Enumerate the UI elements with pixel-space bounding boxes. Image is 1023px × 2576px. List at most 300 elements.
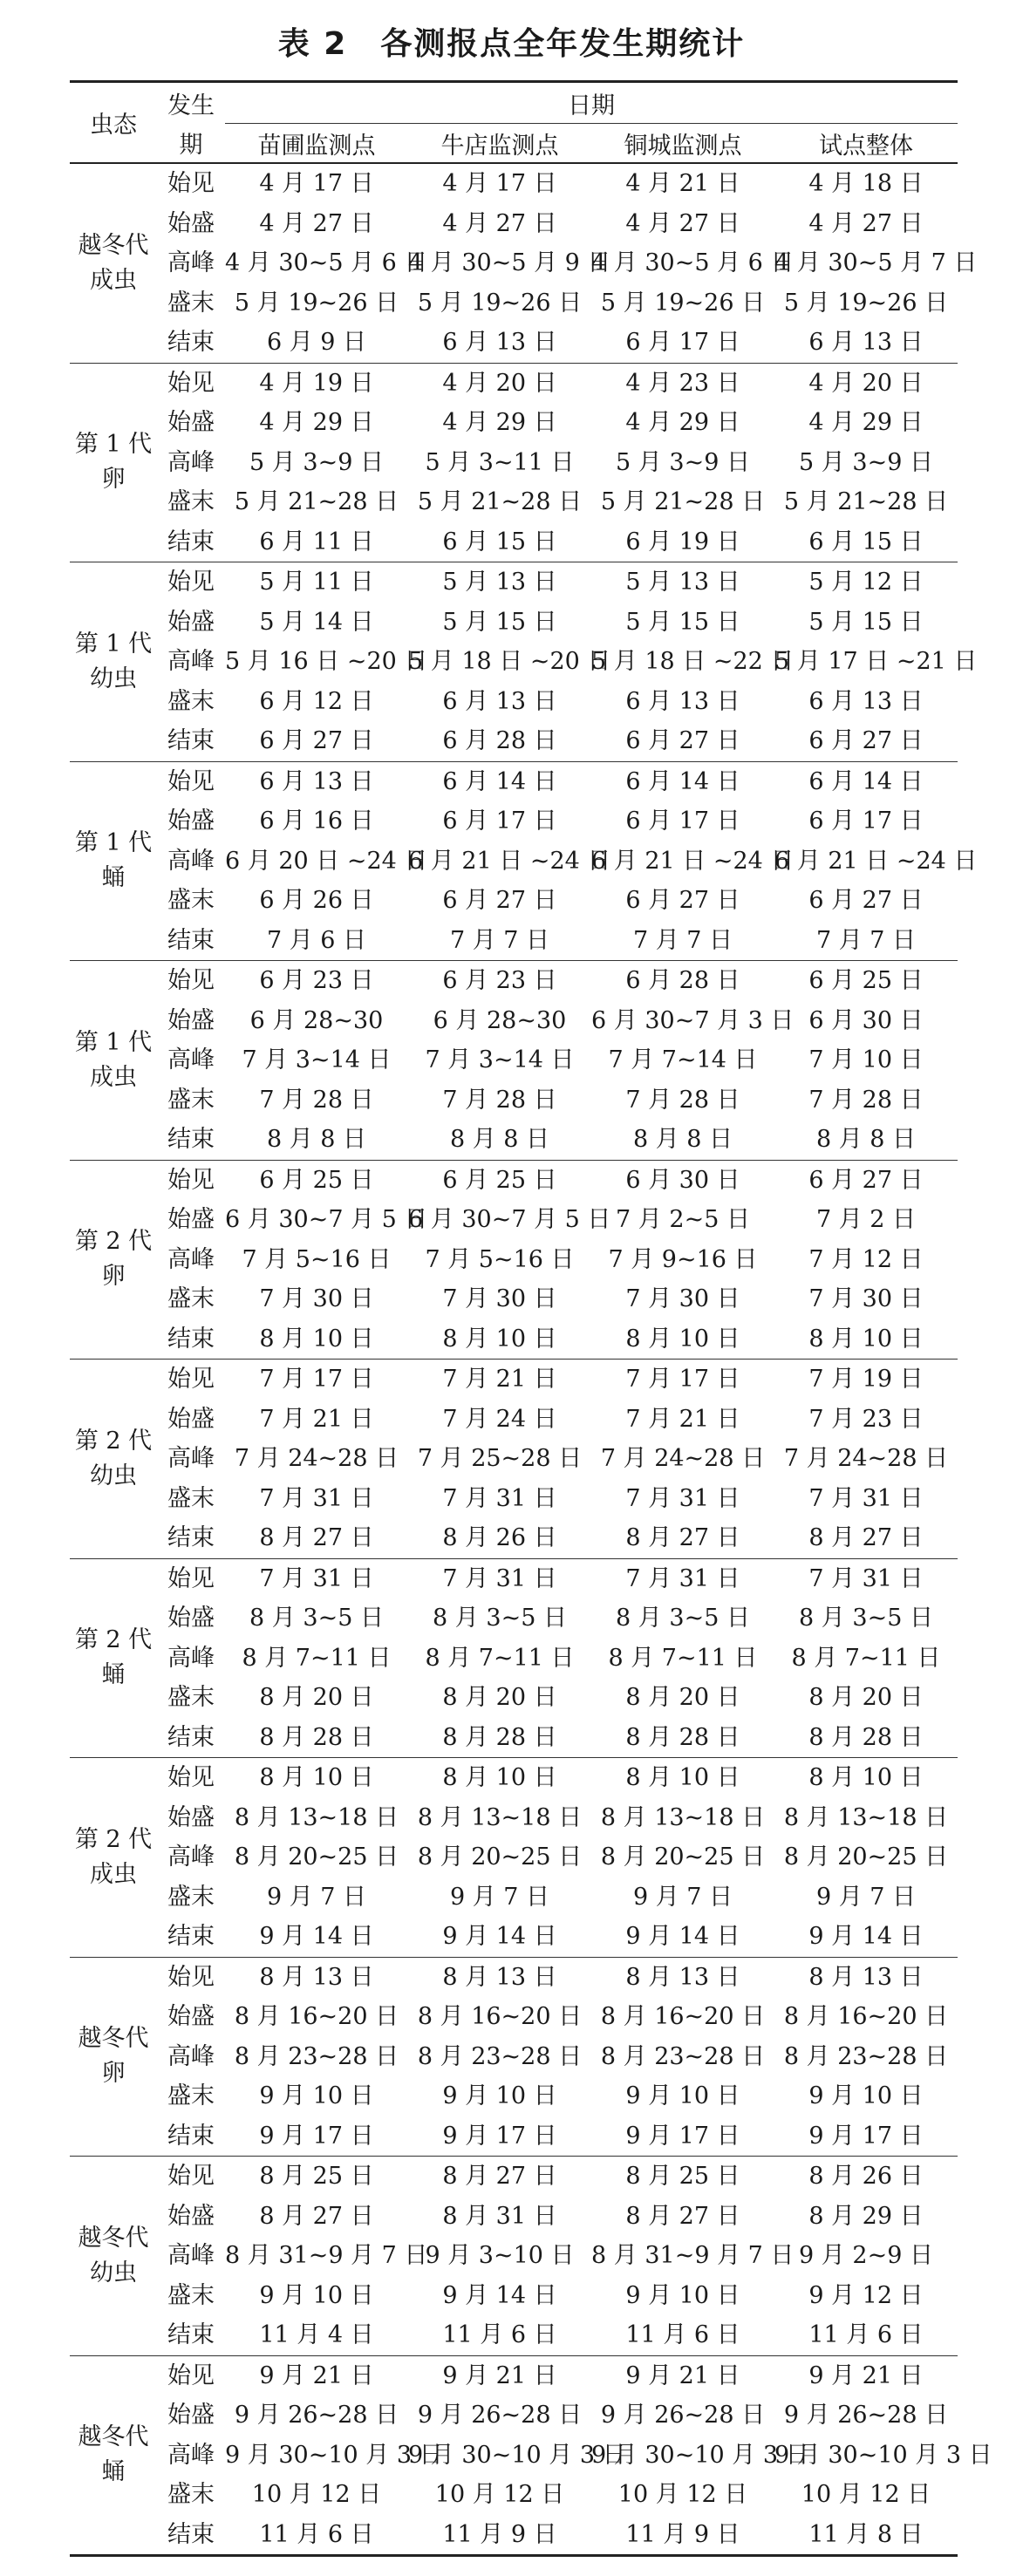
date-cell: 7 月 28 日 — [259, 1086, 374, 1114]
date-cell: 6 月 27 日 — [808, 887, 924, 914]
date-cell: 7 月 31 日 — [808, 1484, 924, 1512]
stage-cell — [70, 1360, 157, 1559]
table-row — [70, 2197, 958, 2237]
stage-label-line: 蛹 — [101, 1661, 126, 1689]
date-cell: 6 月 30 日 — [808, 1006, 924, 1034]
table-row — [70, 2116, 958, 2157]
table-row — [70, 1639, 958, 1679]
table-row — [70, 1957, 958, 1997]
date-cell: 7 月 28 日 — [442, 1086, 557, 1114]
phase-cell: 结束 — [157, 1718, 225, 1758]
phase-cell: 结束 — [157, 1319, 225, 1360]
phase-cell: 始见 — [167, 767, 215, 795]
header-stage: 虫态 — [70, 82, 157, 164]
date-cell: 9 月 14 日 — [225, 1917, 408, 1957]
date-cell: 6 月 9 日 — [225, 323, 408, 363]
date-cell: 7 月 25~28 日 — [417, 1445, 583, 1472]
date-cell: 4 月 23 日 — [625, 369, 740, 397]
date-cell: 11 月 6 日 — [225, 2515, 408, 2556]
stage-label-line: 幼虫 — [90, 2259, 137, 2286]
date-cell: 6 月 27 日 — [808, 1166, 924, 1194]
date-cell: 4 月 17 日 — [259, 170, 374, 197]
stage-cell — [70, 2355, 157, 2556]
date-cell: 8 月 10 日 — [442, 1764, 557, 1791]
phase-cell: 始见 — [167, 967, 215, 994]
date-cell: 6 月 13 日 — [408, 323, 591, 363]
date-cell: 4 月 21 日 — [625, 170, 740, 197]
date-cell: 8 月 16~20 日 — [417, 2003, 583, 2030]
date-cell: 8 月 26 日 — [808, 2163, 924, 2190]
phase-cell: 始见 — [167, 1963, 215, 1991]
stage-cell — [70, 1957, 157, 2157]
table-row — [70, 881, 958, 921]
date-cell: 8 月 23~28 日 — [783, 2042, 949, 2070]
stage-label-line: 幼虫 — [90, 664, 137, 692]
date-cell: 6 月 17 日 — [442, 808, 557, 835]
date-cell: 6 月 15 日 — [774, 522, 958, 562]
date-cell: 7 月 7~14 日 — [608, 1046, 758, 1073]
date-cell: 7 月 10 日 — [808, 1046, 924, 1073]
table-row — [70, 562, 958, 603]
table-row — [70, 2395, 958, 2436]
phase-cell: 结束 — [157, 1518, 225, 1558]
date-cell: 8 月 8 日 — [774, 1120, 958, 1160]
date-cell: 7 月 2~5 日 — [616, 1206, 750, 1233]
date-cell: 8 月 20~25 日 — [417, 1843, 583, 1871]
stage-label-line: 幼虫 — [90, 1462, 137, 1489]
date-cell: 9 月 17 日 — [225, 2116, 408, 2157]
date-cell: 8 月 13~18 日 — [234, 1803, 399, 1831]
stage-label-line: 第 2 代 — [74, 1427, 153, 1455]
date-cell: 8 月 3~5 日 — [433, 1605, 567, 1632]
phase-cell: 盛末 — [167, 887, 215, 914]
date-cell: 7 月 5~16 日 — [242, 1245, 392, 1273]
date-cell: 6 月 27 日 — [774, 721, 958, 761]
stage-label-line: 第 2 代 — [74, 1825, 153, 1853]
phase-cell: 结束 — [157, 2515, 225, 2556]
date-cell: 5 月 17 日 ~21 日 — [774, 648, 978, 675]
header-site-1: 苗圃监测点 — [225, 124, 408, 164]
table-row — [70, 921, 958, 961]
date-cell: 7 月 31 日 — [442, 1564, 557, 1592]
date-cell: 6 月 23 日 — [442, 967, 557, 994]
table-row — [70, 2355, 958, 2395]
date-cell: 6 月 25 日 — [259, 1166, 374, 1194]
date-cell: 8 月 23~28 日 — [234, 2042, 399, 2070]
date-cell: 8 月 20 日 — [442, 1684, 557, 1711]
table-row — [70, 1598, 958, 1639]
table-row — [70, 1319, 958, 1360]
date-cell: 7 月 5~16 日 — [425, 1245, 575, 1273]
date-cell: 9 月 17 日 — [774, 2116, 958, 2157]
date-cell: 10 月 12 日 — [251, 2481, 382, 2508]
date-cell: 5 月 15 日 — [625, 608, 740, 636]
date-cell: 9 月 7 日 — [449, 1883, 550, 1911]
date-cell: 5 月 16 日 ~20 日 — [225, 648, 428, 675]
stage-label-line: 蛹 — [101, 864, 126, 892]
date-cell: 9 月 7 日 — [266, 1883, 367, 1911]
date-cell: 7 月 7 日 — [774, 921, 958, 961]
date-cell: 8 月 3~5 日 — [616, 1605, 750, 1632]
phase-cell: 始盛 — [167, 1605, 215, 1632]
table-row — [70, 482, 958, 522]
date-cell: 8 月 20 日 — [625, 1684, 740, 1711]
date-cell: 9 月 17 日 — [591, 2116, 774, 2157]
date-cell: 5 月 19~26 日 — [600, 289, 766, 317]
date-cell: 8 月 8 日 — [408, 1120, 591, 1160]
date-cell: 7 月 12 日 — [808, 1245, 924, 1273]
date-cell: 6 月 13 日 — [442, 687, 557, 715]
date-cell: 6 月 28~30 — [433, 1006, 567, 1034]
table-row — [70, 2515, 958, 2556]
date-cell: 7 月 24~28 日 — [234, 1445, 399, 1472]
stage-cell — [70, 961, 157, 1161]
stage-label-line: 第 2 代 — [74, 1228, 153, 1256]
date-cell: 8 月 27 日 — [259, 2202, 374, 2230]
date-cell: 9 月 10 日 — [259, 2082, 374, 2109]
phase-cell: 始盛 — [167, 2202, 215, 2230]
date-cell: 8 月 27 日 — [774, 1518, 958, 1558]
header-site-4: 试点整体 — [774, 124, 958, 164]
date-cell: 7 月 24~28 日 — [600, 1445, 766, 1472]
stage-cell — [70, 761, 157, 961]
date-cell: 9 月 30~10 月 3 日 — [591, 2441, 809, 2469]
date-cell: 7 月 21 日 — [259, 1405, 374, 1433]
date-cell: 4 月 27 日 — [259, 209, 374, 237]
date-cell: 6 月 30~7 月 3 日 — [591, 1006, 795, 1034]
date-cell: 8 月 13~18 日 — [783, 1803, 949, 1831]
phase-cell: 高峰 — [167, 1445, 215, 1472]
table-row — [70, 1758, 958, 1798]
date-cell: 5 月 21~28 日 — [600, 488, 766, 515]
table-row — [70, 682, 958, 722]
date-cell: 8 月 31~9 月 7 日 — [591, 2242, 795, 2269]
phase-cell: 始见 — [167, 569, 215, 596]
date-cell: 8 月 10 日 — [625, 1764, 740, 1791]
phase-cell: 盛末 — [167, 2281, 215, 2309]
date-cell: 7 月 30 日 — [808, 1285, 924, 1312]
date-cell: 6 月 28 日 — [408, 721, 591, 761]
stage-label-line: 成虫 — [90, 1860, 137, 1888]
phase-cell: 结束 — [157, 1120, 225, 1160]
table-row — [70, 603, 958, 643]
table-row — [70, 243, 958, 283]
date-cell: 7 月 7 日 — [408, 921, 591, 961]
date-cell: 5 月 18 日 ~20 日 — [408, 648, 611, 675]
table-row — [70, 2436, 958, 2476]
date-cell: 8 月 28 日 — [774, 1718, 958, 1758]
date-cell: 6 月 27 日 — [225, 721, 408, 761]
date-cell: 7 月 31 日 — [808, 1564, 924, 1592]
date-cell: 11 月 6 日 — [591, 2315, 774, 2355]
table-row — [70, 363, 958, 403]
stage-label-line: 越冬代 — [78, 2423, 149, 2451]
date-cell: 9 月 30~10 月 3 日 — [408, 2441, 626, 2469]
date-cell: 5 月 19~26 日 — [417, 289, 583, 317]
phase-cell: 结束 — [157, 2315, 225, 2355]
phase-cell: 高峰 — [167, 847, 215, 875]
date-cell: 11 月 8 日 — [774, 2515, 958, 2556]
date-cell: 5 月 3~9 日 — [249, 448, 384, 476]
date-cell: 8 月 28 日 — [591, 1718, 774, 1758]
phase-cell: 高峰 — [167, 1644, 215, 1672]
phase-cell: 结束 — [157, 721, 225, 761]
phase-cell: 始盛 — [167, 1006, 215, 1034]
date-cell: 5 月 14 日 — [259, 608, 374, 636]
date-cell: 5 月 13 日 — [442, 569, 557, 596]
table-row — [70, 2236, 958, 2276]
date-cell: 9 月 26~28 日 — [600, 2402, 766, 2429]
date-cell: 8 月 16~20 日 — [234, 2003, 399, 2030]
table-row — [70, 1837, 958, 1877]
table-row — [70, 1479, 958, 1519]
date-cell: 8 月 10 日 — [259, 1764, 374, 1791]
date-cell: 6 月 13 日 — [259, 767, 374, 795]
occurrence-table — [70, 80, 992, 2557]
date-cell: 4 月 30~5 月 7 日 — [774, 249, 978, 276]
date-cell: 4 月 27 日 — [808, 209, 924, 237]
date-cell: 5 月 21~28 日 — [783, 488, 949, 515]
date-cell: 8 月 3~5 日 — [799, 1605, 933, 1632]
date-cell: 9 月 21 日 — [625, 2361, 740, 2389]
date-cell: 4 月 27 日 — [625, 209, 740, 237]
stage-label-line: 第 2 代 — [74, 1626, 153, 1654]
phase-cell: 始盛 — [167, 209, 215, 237]
stage-label-line: 蛹 — [101, 2458, 126, 2486]
date-cell: 8 月 3~5 日 — [249, 1605, 384, 1632]
phase-cell: 始盛 — [167, 608, 215, 636]
phase-cell: 结束 — [157, 323, 225, 363]
stage-cell — [70, 562, 157, 762]
date-cell: 6 月 20 日 ~24 日 — [225, 847, 428, 875]
date-cell: 7 月 21 日 — [442, 1366, 557, 1393]
phase-cell: 高峰 — [167, 1245, 215, 1273]
phase-cell: 始见 — [167, 1166, 215, 1194]
date-cell: 6 月 11 日 — [225, 522, 408, 562]
date-cell: 9 月 10 日 — [625, 2281, 740, 2309]
date-cell: 9 月 14 日 — [442, 2281, 557, 2309]
date-cell: 4 月 19 日 — [259, 369, 374, 397]
date-cell: 9 月 30~10 月 3 日 — [774, 2441, 992, 2469]
phase-cell: 始盛 — [167, 1206, 215, 1233]
phase-cell: 高峰 — [167, 448, 215, 476]
table-row — [70, 1279, 958, 1319]
date-cell: 6 月 28~30 — [249, 1006, 384, 1034]
date-cell: 6 月 15 日 — [408, 522, 591, 562]
date-cell: 7 月 31 日 — [625, 1484, 740, 1512]
table-row — [70, 1558, 958, 1598]
date-cell: 7 月 2 日 — [815, 1206, 917, 1233]
date-cell: 9 月 26~28 日 — [783, 2402, 949, 2429]
date-cell: 8 月 8 日 — [591, 1120, 774, 1160]
phase-cell: 盛末 — [167, 1883, 215, 1911]
date-cell: 9 月 3~10 日 — [425, 2242, 575, 2269]
date-cell: 8 月 7~11 日 — [242, 1644, 392, 1672]
date-cell: 7 月 17 日 — [625, 1366, 740, 1393]
date-cell: 4 月 30~5 月 6 日 — [591, 249, 795, 276]
date-cell: 4 月 29 日 — [808, 409, 924, 436]
date-cell: 5 月 21~28 日 — [234, 488, 399, 515]
date-cell: 5 月 15 日 — [442, 608, 557, 636]
table-row — [70, 1080, 958, 1121]
date-cell: 4 月 30~5 月 9 日 — [408, 249, 611, 276]
date-cell: 9 月 14 日 — [408, 1917, 591, 1957]
date-cell: 6 月 21 日 ~24 日 — [591, 847, 795, 875]
date-cell: 7 月 19 日 — [808, 1366, 924, 1393]
table-row — [70, 801, 958, 842]
date-cell: 11 月 9 日 — [591, 2515, 774, 2556]
header-site-2: 牛店监测点 — [408, 124, 591, 164]
date-cell: 10 月 12 日 — [434, 2481, 565, 2508]
date-cell: 9 月 7 日 — [815, 1883, 917, 1911]
stage-label-line: 卵 — [101, 1263, 126, 1291]
date-cell: 8 月 25 日 — [259, 2163, 374, 2190]
date-cell: 4 月 20 日 — [808, 369, 924, 397]
date-cell: 10 月 12 日 — [617, 2481, 748, 2508]
date-cell: 6 月 30 日 — [625, 1166, 740, 1194]
date-cell: 7 月 17 日 — [259, 1366, 374, 1393]
date-cell: 6 月 26 日 — [259, 887, 374, 914]
date-cell: 7 月 31 日 — [259, 1484, 374, 1512]
phase-cell: 始见 — [167, 2361, 215, 2389]
date-cell: 4 月 29 日 — [625, 409, 740, 436]
date-cell: 4 月 20 日 — [442, 369, 557, 397]
date-cell: 9 月 7 日 — [632, 1883, 733, 1911]
table-row — [70, 642, 958, 682]
date-cell: 8 月 26 日 — [408, 1518, 591, 1558]
date-cell: 8 月 20 日 — [259, 1684, 374, 1711]
date-cell: 6 月 17 日 — [591, 323, 774, 363]
date-cell: 9 月 10 日 — [808, 2082, 924, 2109]
table-row — [70, 522, 958, 562]
date-cell: 7 月 28 日 — [625, 1086, 740, 1114]
table-row — [70, 1240, 958, 1280]
date-cell: 4 月 27 日 — [442, 209, 557, 237]
stage-label-line: 卵 — [101, 2060, 126, 2088]
date-cell: 9 月 10 日 — [625, 2082, 740, 2109]
stage-label-line: 越冬代 — [78, 231, 149, 259]
table-row — [70, 2475, 958, 2515]
date-cell: 6 月 16 日 — [259, 808, 374, 835]
date-cell: 6 月 30~7 月 5 日 — [408, 1206, 611, 1233]
date-cell: 8 月 20~25 日 — [600, 1843, 766, 1871]
table-title: 表 2 各测报点全年发生期统计 — [277, 26, 746, 62]
date-cell: 5 月 3~11 日 — [425, 448, 575, 476]
stage-cell — [70, 163, 157, 363]
date-cell: 8 月 16~20 日 — [600, 2003, 766, 2030]
table-row — [70, 1518, 958, 1558]
date-cell: 8 月 20~25 日 — [783, 1843, 949, 1871]
table-body — [70, 163, 992, 2556]
date-cell: 6 月 13 日 — [808, 687, 924, 715]
phase-cell: 盛末 — [167, 1285, 215, 1312]
table-row — [70, 1917, 958, 1957]
date-cell: 6 月 13 日 — [625, 687, 740, 715]
date-cell: 8 月 31 日 — [442, 2202, 557, 2230]
date-cell: 7 月 28 日 — [808, 1086, 924, 1114]
date-cell: 9 月 10 日 — [442, 2082, 557, 2109]
table-row — [70, 1120, 958, 1160]
date-cell: 4 月 30~5 月 6 日 — [225, 249, 428, 276]
table-row — [70, 2037, 958, 2077]
date-cell: 6 月 21 日 ~24 日 — [408, 847, 611, 875]
date-cell: 5 月 21~28 日 — [417, 488, 583, 515]
table-row — [70, 842, 958, 882]
stage-cell — [70, 1160, 157, 1360]
date-cell: 7 月 24~28 日 — [783, 1445, 949, 1472]
date-cell: 5 月 18 日 ~22 日 — [591, 648, 795, 675]
date-cell: 8 月 7~11 日 — [791, 1644, 941, 1672]
date-cell: 7 月 31 日 — [625, 1564, 740, 1592]
stage-label-line: 第 1 代 — [74, 1028, 153, 1056]
table-row — [70, 961, 958, 1001]
date-cell: 5 月 15 日 — [808, 608, 924, 636]
date-cell: 8 月 23~28 日 — [600, 2042, 766, 2070]
header-phase-line1: 发生 — [157, 82, 225, 124]
header-date-group: 日期 — [225, 82, 958, 124]
phase-cell: 盛末 — [167, 488, 215, 515]
phase-cell: 结束 — [157, 1917, 225, 1957]
date-cell: 9 月 21 日 — [808, 2361, 924, 2389]
table-row — [70, 1160, 958, 1200]
phase-cell: 结束 — [157, 2116, 225, 2157]
date-cell: 11 月 4 日 — [225, 2315, 408, 2355]
table-row — [70, 2076, 958, 2116]
date-cell: 9 月 21 日 — [259, 2361, 374, 2389]
date-cell: 4 月 18 日 — [808, 170, 924, 197]
date-cell: 8 月 20 日 — [808, 1684, 924, 1711]
date-cell: 8 月 28 日 — [225, 1718, 408, 1758]
date-cell: 9 月 26~28 日 — [234, 2402, 399, 2429]
date-cell: 8 月 10 日 — [774, 1319, 958, 1360]
date-cell: 6 月 27 日 — [591, 721, 774, 761]
phase-cell: 盛末 — [167, 289, 215, 317]
date-cell: 7 月 9~16 日 — [608, 1245, 758, 1273]
table-row — [70, 443, 958, 483]
phase-cell: 高峰 — [167, 2441, 215, 2469]
stage-label-line: 越冬代 — [78, 2025, 149, 2053]
phase-cell: 始盛 — [167, 808, 215, 835]
date-cell: 9 月 10 日 — [259, 2281, 374, 2309]
date-cell: 9 月 14 日 — [774, 1917, 958, 1957]
date-cell: 6 月 23 日 — [259, 967, 374, 994]
stage-cell — [70, 1758, 157, 1958]
date-cell: 10 月 12 日 — [801, 2481, 931, 2508]
phase-cell: 始见 — [167, 1564, 215, 1592]
table-row — [70, 1997, 958, 2037]
date-cell: 8 月 8 日 — [225, 1120, 408, 1160]
date-cell: 7 月 30 日 — [625, 1285, 740, 1312]
date-cell: 7 月 31 日 — [259, 1564, 374, 1592]
date-cell: 6 月 25 日 — [808, 967, 924, 994]
stage-cell — [70, 2157, 157, 2356]
date-cell: 8 月 13 日 — [625, 1963, 740, 1991]
table-row — [70, 1718, 958, 1758]
date-cell: 8 月 31~9 月 7 日 — [225, 2242, 428, 2269]
date-cell: 6 月 13 日 — [774, 323, 958, 363]
stage-label-line: 卵 — [101, 466, 126, 494]
table-row — [70, 1400, 958, 1440]
date-cell: 8 月 13~18 日 — [417, 1803, 583, 1831]
date-cell: 11 月 9 日 — [408, 2515, 591, 2556]
table-row — [70, 204, 958, 244]
date-cell: 8 月 10 日 — [591, 1319, 774, 1360]
date-cell: 8 月 10 日 — [408, 1319, 591, 1360]
date-cell: 9 月 21 日 — [442, 2361, 557, 2389]
stage-label-line: 成虫 — [90, 266, 137, 294]
table-row — [70, 721, 958, 761]
table-row — [70, 403, 958, 443]
